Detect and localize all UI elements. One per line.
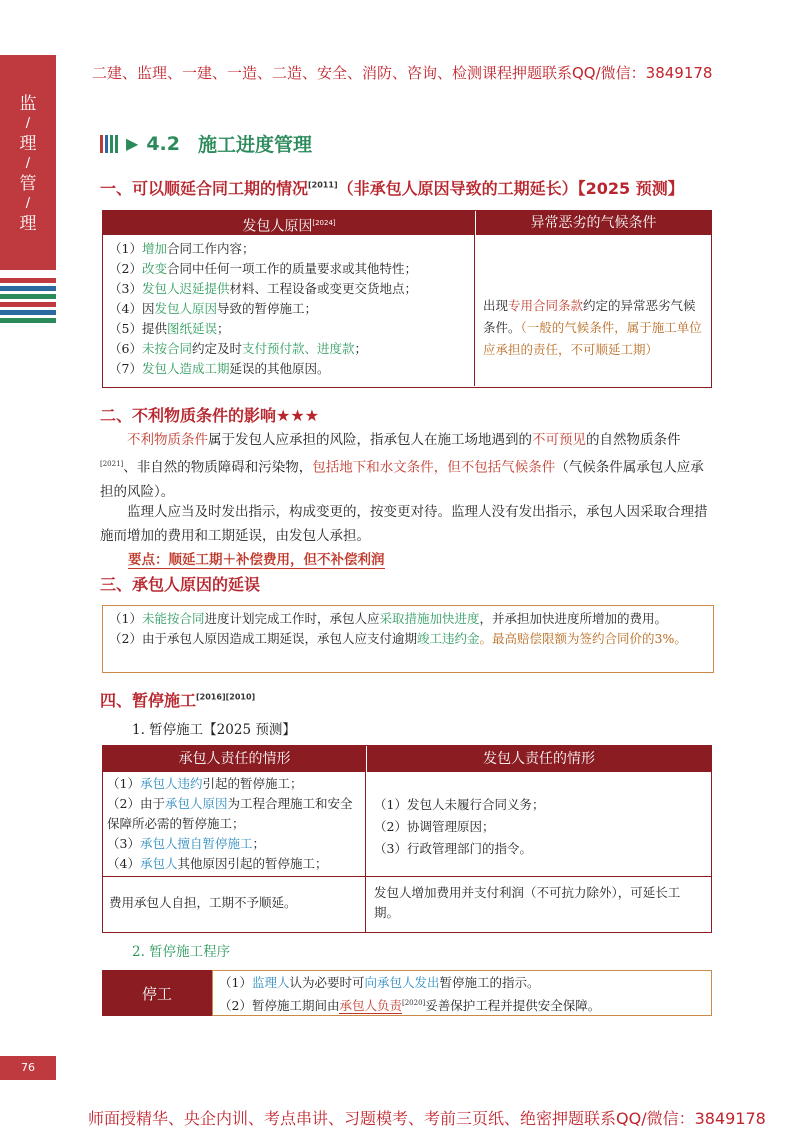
- list-item: （6）未按合同约定及时支付预付款、进度款；: [109, 341, 368, 356]
- list-item: （7）发包人造成工期延误的其他原因。: [109, 361, 330, 376]
- list-item: （2）协调管理原因；: [374, 819, 495, 834]
- list-item: （4）因发包人原因导致的暂停施工；: [109, 301, 317, 316]
- side-tab: 监 / 理 / 管 / 理: [0, 55, 56, 270]
- list-item: （3）行政管理部门的指令。: [374, 841, 532, 856]
- side-tab-char: 管: [19, 174, 37, 194]
- employer-cases-list: [366, 772, 711, 876]
- stop-procedure: [102, 970, 712, 1016]
- section-title: [100, 130, 312, 157]
- side-stripes: [0, 278, 56, 326]
- table-header-employer: 发包人责任的情形: [367, 746, 711, 772]
- list-item: （2）改变合同中任何一项工作的质量要求或其他特性；: [109, 261, 417, 276]
- delay-table: [102, 210, 712, 388]
- table-header-employer: 发包人原因[2024]: [103, 211, 476, 235]
- suspension-table: [102, 745, 712, 933]
- top-banner: 二建、监理、一建、一造、二造、安全、消防、咨询、检测课程押题联系QQ/微信：3849178: [92, 64, 713, 82]
- heading-4: 四、暂停施工[2016][2010]: [100, 691, 256, 710]
- bottom-banner: 师面授精华、央企内训、考点串讲、习题模考、考前三页纸、绝密押题联系QQ/微信：3849178: [88, 1109, 766, 1128]
- employer-causes-list: [103, 235, 475, 386]
- list-item: （2）暂停施工期间由承包人负责[2020]妥善保护工程并提供安全保障。: [219, 998, 601, 1014]
- heading-2: 二、不利物质条件的影响★★★: [100, 406, 320, 425]
- side-tab-char: 理: [19, 214, 37, 234]
- subheading-2: 2. 暂停施工程序: [132, 944, 231, 960]
- heading-3: 三、承包人原因的延误: [100, 575, 261, 594]
- list-item: （3）承包人擅自暂停施工；: [107, 836, 265, 851]
- paragraph-adverse-conditions: 不利物质条件属于发包人应承担的风险，指承包人在施工场地遇到的不可预见的自然物质条件[2021]、非自然的物质障碍和污染物，包括地下和水文条件，但不包括气候条件（气候条件属承包人应承担的风险）。: [100, 432, 704, 500]
- arrow-icon: ▶: [126, 134, 139, 153]
- table-header-contractor: 承包人责任的情形: [103, 746, 367, 772]
- subheading-1: 1. 暂停施工【2025 预测】: [132, 722, 296, 738]
- section-number: 4.2: [146, 132, 180, 155]
- paragraph-instruction: 监理人应当及时发出指示，构成变更的，按变更对待。监理人没有发出指示，承包人因采取合理措施而增加的费用和工期延误，由发包人承担。: [100, 504, 708, 544]
- section-name: 施工进度管理: [197, 134, 312, 156]
- list-item: （1）发包人未履行合同义务；: [374, 797, 545, 812]
- contractor-delay-box: （1）未能按合同进度计划完成工作时，承包人应采取措施加快进度，并承担加快进度所增加的费用。 （2）由于承包人原因造成工期延误，承包人应支付逾期竣工违约金。最高赔偿限额为签约合同价的3%。: [102, 605, 714, 673]
- list-item: （4）承包人其他原因引起的暂停施工；: [107, 856, 328, 871]
- list-item: （1）承包人违约引起的暂停施工；: [107, 776, 303, 791]
- side-tab-char: 理: [19, 134, 37, 154]
- weather-conditions: 出现专用合同条款约定的异常恶劣气候条件。（一般的气候条件，属于施工单位应承担的责任，不可顺延工期）: [483, 298, 702, 357]
- heading-1: 一、可以顺延合同工期的情况[2011]（非承包人原因导致的工期延长）【2025 预测】: [100, 179, 684, 198]
- list-item: （2）由于承包人原因为工程合理施工和安全保障所必需的暂停施工；: [107, 796, 353, 831]
- key-point: 要点：顺延工期＋补偿费用，但不补偿利润: [128, 548, 385, 569]
- list-item: （1）增加合同工作内容；: [109, 241, 255, 256]
- employer-cost: 发包人增加费用并支付利润（不可抗力除外），可延长工期。: [374, 885, 681, 920]
- table-header-weather: 异常恶劣的气候条件: [476, 211, 711, 235]
- side-tab-char: 监: [19, 94, 37, 114]
- contractor-cost: 费用承包人自担，工期不予顺延。: [103, 877, 366, 932]
- list-item: （3）发包人迟延提供材料、工程设备或变更交货地点；: [109, 281, 417, 296]
- list-item: （1）监理人认为必要时可向承包人发出暂停施工的指示。: [219, 975, 540, 990]
- list-item: （5）提供图纸延误；: [109, 321, 230, 336]
- contractor-cases-list: [103, 772, 366, 876]
- stop-label: 停工: [102, 970, 212, 1016]
- section-bars-icon: [100, 135, 118, 153]
- page-number: 76: [0, 1056, 56, 1080]
